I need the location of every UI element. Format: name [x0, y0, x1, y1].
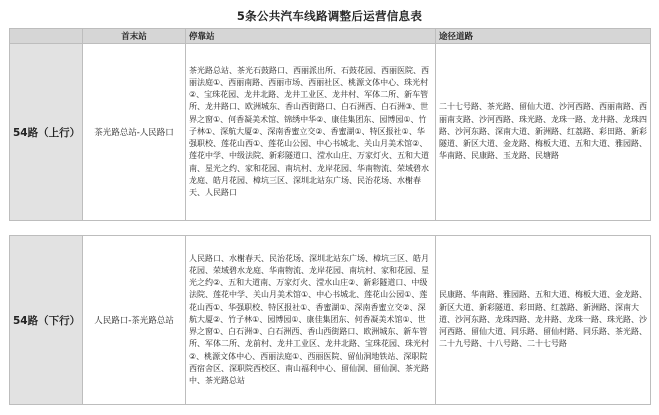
route-stops: 人民路口、水榭春天、民治花场、深圳北站东广场、樟坑三区、皓月花园、荣域碧水龙庭、华南物流、龙岸花园、南坑村、家和花园、星光之约②、五和大道南、万家灯火、滢水山庄②、新彩隧道口、中级法院、莲花中学、关山月美术馆①、中心书城北、莲花山公园①、莲花山西①、华强职校、特区报社①、香蜜湖①、深南香蜜立交②、深航大厦②、竹子林①、园博园①、康佳集团东、何香凝美术馆①、世界之窗①、白石洲③、白石洲西、香山西街路口、欧洲城东、新车管所、军体二所、龙前村、龙井工业区、龙井北路、宝珠花园、珠光村②、桃源文体中心、西丽法庭①、西丽医院、留仙洞地铁站、深职院西宿舍区、深职院西校区、南山福利中心、留仙洞、留仙洞、茶光路中、茶光路总站: [186, 236, 436, 405]
header-row: [10, 29, 651, 44]
route-name: 54路（下行）: [10, 236, 83, 405]
route-name: 54路（上行）: [10, 44, 83, 221]
page-title: 5条公共汽车线路调整后运营信息表: [236, 9, 423, 23]
route-roads: 二十七号路、茶光路、留仙大道、沙河西路、西丽南路、西丽南支路、沙河西路、珠光路、龙珠一路、龙井路、龙珠四路、沙河东路、深南大道、新洲路、红荔路、彩田路、新彩隧道、新区大道、金龙路、梅板大道、五和大道、雅园路、华南路、民康路、玉龙路、民塘路: [436, 44, 651, 221]
header-blank: [10, 29, 83, 44]
route-terminals: 茶光路总站-人民路口: [83, 44, 186, 221]
route-roads: 民康路、华南路、雅园路、五和大道、梅板大道、金龙路、新区大道、新彩隧道、彩田路、红荔路、新洲路、深南大道、沙河东路、龙珠四路、龙井路、龙珠一路、珠光路、沙河西路、留仙大道、同乐路、留仙村路、同乐路、茶光路、二十九号路、十八号路、二十七号路: [436, 236, 651, 405]
route-terminals: 人民路口-茶光路总站: [83, 236, 186, 405]
header-stops: 停靠站: [186, 29, 436, 44]
table-row: [10, 44, 651, 221]
route-stops: 茶光路总站、茶光石鼓路口、西丽派出所、石鼓花园、西丽医院、西丽法庭①、西丽南路、西丽市场、西丽社区、桃源文体中心、珠光村②、宝珠花园、龙井北路、龙井工业区、龙井村、军体二所、新车管所、龙井路口、欧洲城东、香山西街路口、白石洲西、白石洲③、世界之窗①、何香凝美术馆、锦绣中华②、康佳集团东、园博园①、竹子林①、深航大厦②、深南香蜜立交②、香蜜湖①、特区报社①、华强职校、莲花山西①、莲花山公园、中心书城北、关山月美术馆②、莲花中学、中级法院、新彩隧道口、滢水山庄、万家灯火、五和大道南、星光之约、家和花园、南坑村、龙岸花园、华南物流、荣域碧水龙庭、皓月花园、樟坑三区、深圳北站东广场、民治花场、水榭春天、人民路口: [186, 44, 436, 221]
route-table: [9, 28, 651, 405]
header-terminals: 首末站: [83, 29, 186, 44]
table-row: [10, 236, 651, 405]
header-roads: 途径道路: [436, 29, 651, 44]
row-gap: [10, 221, 651, 236]
gap-cell: [10, 221, 651, 236]
